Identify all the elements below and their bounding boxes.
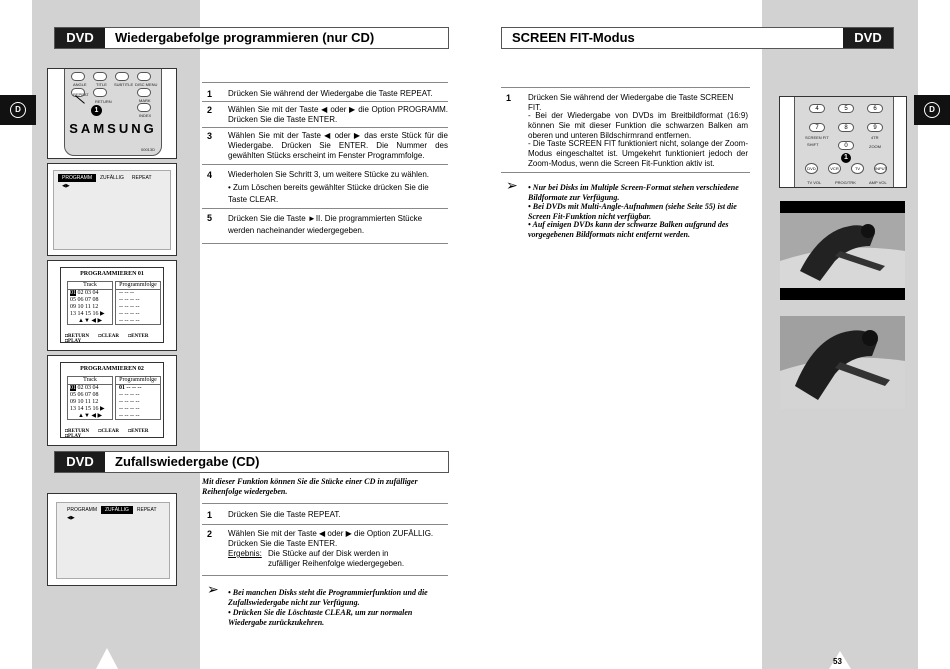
model-number: 00013D bbox=[141, 147, 156, 152]
result-text: Die Stücke auf der Disk werden in zufälliger Reihenfolge wiedergegeben. bbox=[268, 549, 405, 568]
remote-button bbox=[137, 72, 151, 81]
button-label: DISC MENU bbox=[135, 82, 158, 87]
step-divider bbox=[202, 503, 448, 504]
slot-row: -- -- -- -- bbox=[119, 304, 140, 310]
slot-row: -- -- -- -- bbox=[119, 413, 140, 419]
section-header-random bbox=[54, 451, 449, 473]
program-order-label: Programmfolge bbox=[116, 282, 160, 290]
track-box bbox=[67, 281, 113, 325]
tab-letter: D bbox=[10, 102, 26, 118]
track-row bbox=[70, 385, 105, 392]
program-panel bbox=[60, 362, 164, 438]
menu-arrows-icon: ◀▶ bbox=[67, 515, 75, 521]
step-divider bbox=[501, 172, 750, 173]
step-divider bbox=[202, 243, 448, 244]
step-divider bbox=[202, 575, 448, 576]
footer-label: RETURN bbox=[68, 334, 90, 339]
section-title: Zufallswiedergabe (CD) bbox=[115, 454, 260, 469]
program-screen-frame-2 bbox=[47, 355, 177, 446]
menu-item-random: ZUFÄLLIG bbox=[100, 175, 124, 181]
note-text: • Bei DVDs mit Multi-Angle-Aufnahmen (siehe Seite 55) ist die Screen Fit-Funktion nicht verfügbar. bbox=[528, 202, 737, 221]
note-text: • Drücken Sie die Löschtaste CLEAR, um zur normalen Wiedergabe zurückzukehren. bbox=[228, 608, 413, 627]
osd-screen bbox=[53, 170, 171, 250]
footer-label: ENTER bbox=[131, 334, 149, 339]
digit-button: 4 bbox=[809, 104, 825, 113]
osd-screen bbox=[56, 502, 170, 579]
skater-photo bbox=[780, 201, 905, 300]
step-divider bbox=[202, 524, 448, 525]
menu-arrows-icon: ◀▶ bbox=[62, 183, 70, 189]
track-label: Track bbox=[68, 377, 112, 385]
remote-body bbox=[64, 69, 162, 156]
remote-button bbox=[137, 88, 151, 97]
note-text: • Nur bei Disks im Multiple Screen-Format stehen verschiedene Bildformate zur Verfügung. bbox=[528, 183, 739, 202]
section-header-screenfit bbox=[501, 27, 894, 49]
note-text: • Auf einigen DVDs kann der schwarze Balken aufgrund des vorgegebenen Bildformats nicht entfernt werden. bbox=[528, 220, 729, 239]
return-key: ◘RETURN bbox=[65, 429, 90, 434]
footer-label: CLEAR bbox=[101, 429, 119, 434]
mode-button: VCR bbox=[828, 163, 841, 174]
step-divider bbox=[202, 208, 448, 209]
button-label: SUBTITLE bbox=[114, 82, 134, 87]
play-key: ◘PLAY bbox=[65, 339, 82, 344]
step-number: 2 bbox=[207, 529, 213, 539]
osd-screen-frame-random bbox=[47, 493, 177, 586]
program-order-box bbox=[115, 281, 161, 325]
track-row: 09 10 11 12 bbox=[70, 304, 99, 310]
panel-footer bbox=[65, 429, 163, 439]
digit-button: 8 bbox=[838, 123, 854, 132]
mode-button: TV bbox=[851, 163, 864, 174]
brand-logo: SAMSUNG bbox=[69, 121, 157, 136]
track-row: 05 06 07 08 bbox=[70, 392, 99, 398]
track-selected: 01 bbox=[70, 385, 76, 391]
track-selected: 01 bbox=[70, 290, 76, 296]
dvd-badge: DVD bbox=[843, 28, 893, 48]
slot-row: -- -- -- -- bbox=[119, 311, 140, 317]
button-label: INDEX bbox=[139, 113, 152, 118]
button-label: PROG/TRK bbox=[835, 180, 856, 185]
button-label: ZOOM bbox=[869, 144, 881, 149]
step-text: Drücken Sie während der Wiedergabe die Taste REPEAT. bbox=[228, 89, 433, 98]
play-key: ◘PLAY bbox=[65, 434, 82, 439]
remote-button bbox=[137, 103, 151, 112]
enter-key: ◘ENTER bbox=[128, 429, 149, 434]
tab-letter: D bbox=[924, 102, 940, 118]
digit-button: 5 bbox=[838, 104, 854, 113]
step-subnote: • Zum Löschen bereits gewählter Stücke drücken Sie die Taste CLEAR. bbox=[228, 183, 429, 204]
track-row bbox=[70, 290, 105, 297]
step-number: 3 bbox=[207, 131, 213, 141]
menu-item-repeat: REPEAT bbox=[136, 507, 157, 513]
button-label: AMP VOL bbox=[869, 180, 887, 185]
slot-row: -- -- -- -- bbox=[119, 399, 140, 405]
menu-item-program: PROGRAMM bbox=[58, 174, 96, 182]
panel-title: PROGRAMMIEREN 02 bbox=[80, 366, 144, 372]
track-nav: ▲▼ ◀ ▶ bbox=[78, 413, 103, 419]
digit-button: 7 bbox=[809, 123, 825, 132]
step-text: Wählen Sie mit der Taste ◀ oder ▶ das erste Stück für die Wiedergabe. Drücken Sie ENTER. Die Nummer des gewählten Stücks erscheint im Fenster Programmfolge. bbox=[228, 131, 448, 160]
step-text: Wiederholen Sie Schritt 3, um weitere Stücke zu wählen. bbox=[228, 170, 429, 179]
step-divider bbox=[202, 101, 448, 102]
dvd-badge: DVD bbox=[55, 28, 105, 48]
step-text: Drücken Sie die Taste ►II. Die programmierten Stücke werden nacheinander wiedergegeben. bbox=[228, 214, 423, 235]
step-number: 4 bbox=[207, 170, 213, 180]
step-number: 1 bbox=[207, 510, 213, 520]
footer-label: PLAY bbox=[68, 339, 82, 344]
step-number: 1 bbox=[207, 89, 213, 99]
footer-label: ENTER bbox=[131, 429, 149, 434]
osd-screen-frame bbox=[47, 163, 177, 256]
step-text: Drücken Sie die Taste REPEAT. bbox=[228, 510, 341, 519]
step-text: Wählen Sie mit der Taste ◀ oder ▶ die Option ZUFÄLLIG. Drücken Sie die Taste ENTER. bbox=[228, 529, 434, 548]
slot-row: -- -- -- bbox=[119, 290, 134, 296]
track-box bbox=[67, 376, 113, 420]
remote-body bbox=[794, 97, 894, 187]
intro-text: Mit dieser Funktion können Sie die Stücke einer CD in zufälliger Reihenfolge wiedergeben. bbox=[202, 477, 418, 496]
panel-footer bbox=[65, 334, 163, 344]
step-number: 5 bbox=[207, 213, 213, 223]
track-row: 05 06 07 08 bbox=[70, 297, 99, 303]
track-row: 13 14 15 16 ▶ bbox=[70, 311, 105, 317]
bullet-text: - Bei der Wiedergabe von DVDs im Breitbildformat (16:9) können Sie mit dieser Funktion die schwarzen Balken am oberen und unteren Bildschirmrand entfernen. bbox=[528, 111, 748, 140]
digit-button: 0 bbox=[838, 141, 854, 150]
slot-list bbox=[119, 385, 142, 420]
step-divider bbox=[501, 87, 750, 88]
bullet-text: - Die Taste SCREEN FIT funktioniert nicht, solange der Zoom-Modus eingeschaltet ist. Umgekehrt funktioniert jedoch der Zoom-Modus, wenn die Screen Fit-Funktion aktiv ist. bbox=[528, 139, 748, 168]
program-order-label: Programmfolge bbox=[116, 377, 160, 385]
return-key: ◘RETURN bbox=[65, 334, 90, 339]
enter-key: ◘ENTER bbox=[128, 334, 149, 339]
digit-button: 6 bbox=[867, 104, 883, 113]
callout-number: 1 bbox=[841, 153, 851, 163]
step-text: Drücken Sie während der Wiedergabe die Taste SCREEN FIT. bbox=[528, 93, 734, 112]
remote-illustration-2 bbox=[779, 96, 907, 188]
slot-row: -- -- -- -- bbox=[119, 297, 140, 303]
mode-button: DVD bbox=[805, 163, 818, 174]
step-number: 1 bbox=[506, 93, 512, 103]
photo-screenfit bbox=[780, 316, 905, 409]
button-label: REPEAT bbox=[73, 92, 89, 97]
button-label: ANGLE bbox=[73, 82, 87, 87]
remote-button bbox=[71, 72, 85, 81]
remote-illustration bbox=[47, 68, 177, 159]
button-label: TV VOL bbox=[807, 180, 822, 185]
step-number: 2 bbox=[207, 105, 213, 115]
track-label: Track bbox=[68, 282, 112, 290]
osd-menu-bar bbox=[58, 174, 170, 189]
track-row: 09 10 11 12 bbox=[70, 399, 99, 405]
step-text: Wählen Sie mit der Taste ◀ oder ▶ die Option PROGRAMM. Drücken Sie die Taste ENTER. bbox=[228, 105, 448, 124]
button-label: RETURN bbox=[95, 99, 112, 104]
program-order-box bbox=[115, 376, 161, 420]
slot-row: -- -- -- -- bbox=[119, 318, 140, 324]
button-label: SHIFT bbox=[807, 142, 819, 147]
track-list bbox=[70, 290, 105, 325]
track-list bbox=[70, 385, 105, 420]
slot-list bbox=[119, 290, 139, 325]
clear-key: ◘CLEAR bbox=[98, 334, 119, 339]
language-tab-right bbox=[914, 95, 950, 125]
callout-number: 1 bbox=[91, 105, 102, 116]
osd-menu-bar bbox=[63, 506, 169, 521]
mode-button: INPUT bbox=[874, 163, 887, 174]
note-text: • Bei manchen Disks steht die Programmierfunktion und die Zufallswiedergabe nicht zur Verfügung. bbox=[228, 588, 428, 607]
dvd-badge: DVD bbox=[55, 452, 105, 472]
menu-item-program: PROGRAMM bbox=[67, 507, 97, 513]
clear-key: ◘CLEAR bbox=[98, 429, 119, 434]
photo-letterbox bbox=[780, 201, 905, 300]
button-label: 4TR bbox=[871, 135, 879, 140]
skater-photo-zoomed bbox=[780, 316, 905, 409]
program-panel bbox=[60, 267, 164, 343]
step-divider bbox=[202, 82, 448, 83]
slot-row: -- -- -- -- bbox=[119, 392, 140, 398]
slot-row: 01 -- -- -- bbox=[119, 385, 142, 391]
track-nav: ▲▼ ◀ ▶ bbox=[78, 318, 103, 324]
track-row-text: 02 03 04 bbox=[77, 385, 99, 391]
remote-button bbox=[115, 72, 129, 81]
step-divider bbox=[202, 164, 448, 165]
program-screen-frame bbox=[47, 260, 177, 351]
button-label: SCREEN FIT bbox=[805, 135, 829, 140]
language-tab-left bbox=[0, 95, 36, 125]
note-arrow-icon: ➢ bbox=[207, 581, 219, 597]
section-title: Wiedergabefolge programmieren (nur CD) bbox=[115, 30, 375, 45]
footer-label: CLEAR bbox=[101, 334, 119, 339]
button-label: TITLE bbox=[96, 82, 107, 87]
track-row-text: 02 03 04 bbox=[77, 290, 99, 296]
button-label: MARK bbox=[139, 98, 151, 103]
menu-item-repeat: REPEAT bbox=[131, 175, 152, 181]
section-header-program bbox=[54, 27, 449, 49]
result-label: Ergebnis: bbox=[228, 549, 262, 558]
section-title: SCREEN FIT-Modus bbox=[512, 30, 635, 45]
footer-label: RETURN bbox=[68, 429, 90, 434]
footer-label: PLAY bbox=[68, 434, 82, 439]
remote-button bbox=[93, 72, 107, 81]
track-row: 13 14 15 16 ▶ bbox=[70, 406, 105, 412]
digit-button: 9 bbox=[867, 123, 883, 132]
slot-row: -- -- -- -- bbox=[119, 406, 140, 412]
page-number: 53 bbox=[833, 657, 842, 666]
note-arrow-icon: ➢ bbox=[506, 177, 518, 193]
step-divider bbox=[202, 127, 448, 128]
menu-item-random: ZUFÄLLIG bbox=[101, 506, 133, 514]
panel-title: PROGRAMMIEREN 01 bbox=[80, 271, 144, 277]
